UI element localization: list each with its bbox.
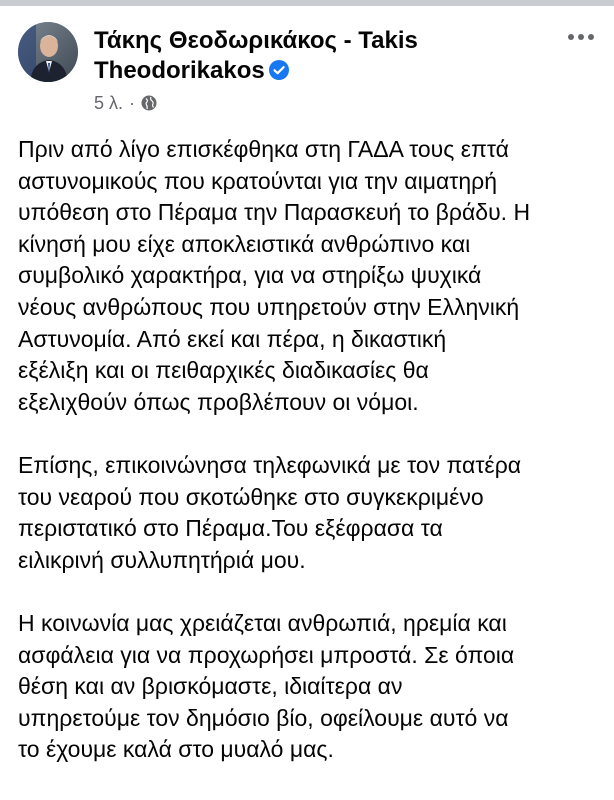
text-line: συμβολικό χαρακτήρα, για να στηρίξω ψυχικά — [18, 262, 482, 289]
text-line: Πριν από λίγο επισκέφθηκα στη ΓΑΔΑ τους επτά — [18, 136, 509, 162]
author-name-line2: Theodorikakos — [94, 56, 544, 86]
avatar[interactable] — [18, 22, 78, 82]
author-name-line1: Τάκης Θεοδωρικάκος - Takis — [94, 27, 418, 54]
paragraph-1 — [18, 134, 602, 418]
text-line: του νεαρού που σκοτώθηκε στο συγκεκριμένο — [18, 483, 484, 510]
post-time[interactable]: 5 λ. — [94, 93, 124, 113]
text-line: περιστατικό στο Πέραμα.Του εξέφρασα τα — [18, 515, 443, 542]
text-line: Η κοινωνία μας χρειάζεται ανθρωπιά, ηρεμία και — [18, 609, 507, 636]
text-line: αστυνομικούς που κρατούνται για την αιματηρή — [18, 167, 498, 194]
text-line: θέση και αν βρισκόμαστε, ιδιαίτερα αν — [18, 673, 403, 700]
text-line: νέους ανθρώπους που υπηρετούν στην Ελληνική — [18, 293, 520, 320]
post-meta — [94, 92, 157, 114]
text-line: εξέλιξη και οι πειθαρχικές διαδικασίες θα — [18, 357, 429, 384]
post-header — [18, 22, 598, 122]
avatar-photo — [18, 22, 78, 82]
paragraph-3 — [18, 608, 602, 766]
text-line: Επίσης, επικοινώνησα τηλεφωνικά με τον πατέρα — [18, 451, 522, 478]
text-line: εξελιχθούν όπως προβλέπουν οι νόμοι. — [18, 388, 419, 415]
meta-separator: · — [129, 93, 136, 113]
globe-icon[interactable] — [141, 95, 157, 111]
more-options-icon[interactable] — [566, 30, 596, 44]
paragraph-2 — [18, 450, 602, 576]
text-line: υπηρετούμε τον δημόσιο βίο, οφείλουμε αυτό να — [18, 704, 509, 731]
text-line: το έχουμε καλά στο μυαλό μας. — [18, 736, 334, 763]
post-text — [18, 134, 602, 797]
verified-badge-icon — [269, 60, 289, 80]
text-line: Αστυνομία. Από εκεί και πέρα, η δικαστική — [18, 325, 447, 352]
text-line: ασφάλεια για να προχωρήσει μπροστά. Σε όποια — [18, 641, 515, 668]
top-divider — [0, 0, 614, 6]
text-line: υπόθεση στο Πέραμα την Παρασκευή το βράδυ. Η — [18, 199, 531, 226]
text-line: ειλικρινή συλλυπητήριά μου. — [18, 546, 306, 573]
text-line: κίνησή μου είχε αποκλειστικά ανθρώπινο και — [18, 230, 471, 257]
author-name[interactable] — [94, 26, 544, 86]
